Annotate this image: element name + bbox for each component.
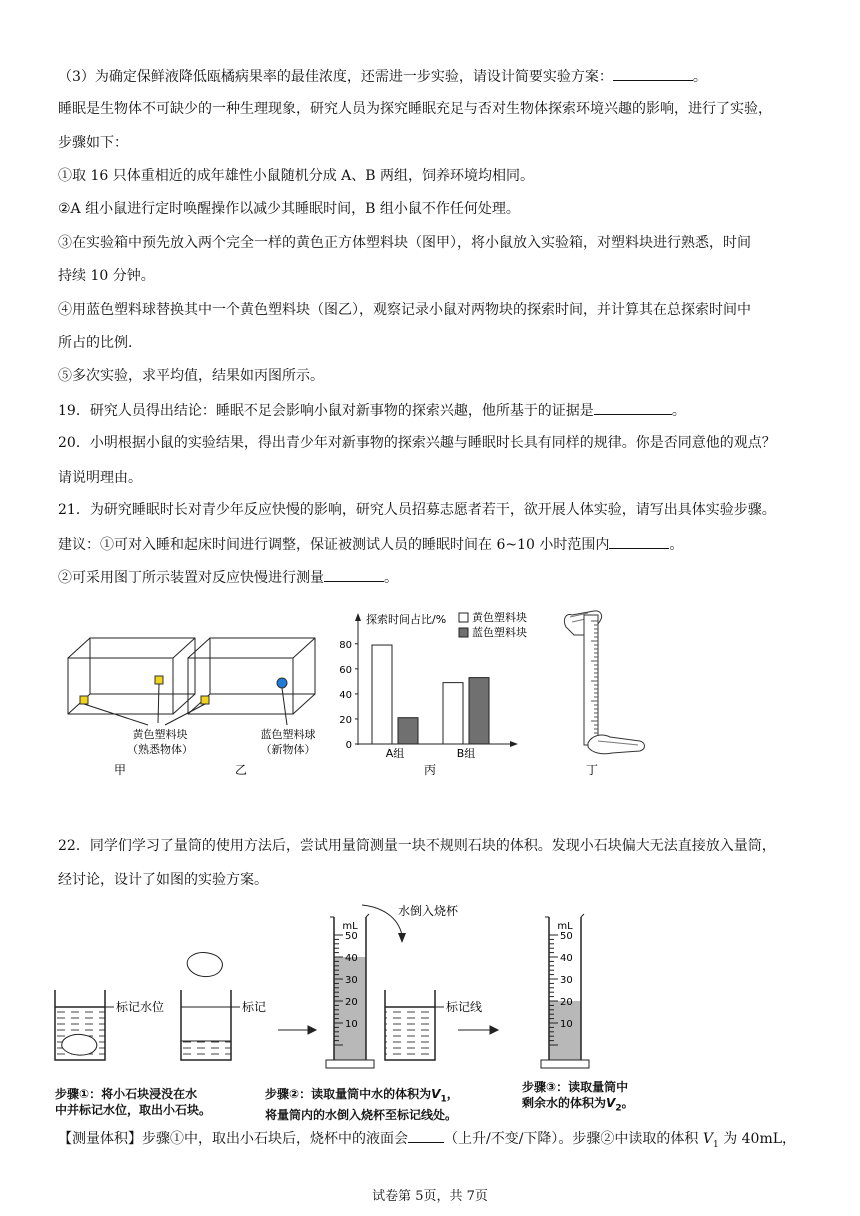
label-mark-level: 标记水位 [116, 1000, 165, 1014]
y-axis-arrow [355, 613, 361, 621]
jia-label-1: 黄色塑料块 [132, 728, 188, 741]
cylinder-spout [330, 914, 369, 917]
text-line: 21．为研究睡眠时长对青少年反应快慢的影响，研究人员招募志愿者若干，欲开展人体实验，请写出具体实验步骤。 [58, 502, 776, 518]
text-line: ②可采用图丁所示装置对反应快慢进行测量 。 [58, 567, 398, 588]
text-line: 步骤如下： [58, 135, 128, 151]
text-line: （3）为确定保鲜液降低瓯橘病果率的最佳浓度，还需进一步实验，请设计简要实验方案： 。 [58, 66, 707, 87]
blue-ball-icon [277, 678, 287, 688]
jia-label-2: （熟悉物体） [127, 743, 193, 756]
scale-label: 50 [345, 931, 358, 942]
yi-label-1: 蓝色塑料球 [260, 728, 316, 741]
y-tick-label: 20 [339, 714, 352, 726]
scale-label: 30 [560, 975, 573, 986]
caption-ding: 丁 [585, 763, 599, 777]
cylinder-spout [545, 914, 584, 917]
step1-caption: 步骤①：将小石块浸没在水 中并标记水位，取出小石块。 [55, 1087, 212, 1117]
text-line: 20．小明根据小鼠的实验结果，得出青少年对新事物的探索兴趣与睡眠时长具有同样的规律。你是否同意他的观点？ [58, 435, 776, 451]
legend-label: 蓝色塑料块 [472, 626, 527, 639]
unit-label: mL [342, 921, 358, 932]
stone-icon [62, 1035, 97, 1056]
answer-blank[interactable] [613, 66, 693, 81]
cylinder-2 [541, 914, 589, 1068]
pour-label: 水倒入烧杯 [398, 904, 459, 918]
scale-label: 30 [345, 975, 358, 986]
legend-swatch [459, 628, 468, 637]
scale-label: 40 [345, 953, 358, 964]
text-line: 所占的比例. [58, 335, 133, 351]
scale-label: 10 [345, 1019, 358, 1030]
text-line: 19．研究人员得出结论：睡眠不足会影响小鼠对新事物的探索兴趣，他所基于的证据是 。 [58, 400, 686, 421]
legend-swatch [459, 613, 468, 622]
text-line: 睡眠是生物体不可缺少的一种生理现象，研究人员为探究睡眠充足与否对生物体探索环境兴趣的影响，进行了实验， [58, 101, 772, 117]
step3-caption: 步骤③：读取量筒中 剩余水的体积为$V_2$。 [522, 1080, 634, 1114]
y-tick-label: 80 [339, 639, 352, 651]
text-line: 建议：①可对入睡和起床时间进行调整，保证被测试人员的睡眠时间在 6~10 小时范围内 。 [58, 534, 683, 555]
scale-label: 50 [560, 931, 573, 942]
caption-jia: 甲 [113, 763, 127, 777]
answer-blank[interactable] [594, 400, 672, 415]
scale-label: 10 [560, 1019, 573, 1030]
step2-caption: 步骤②：读取量筒中水的体积为$V_1$， 将量筒内的水倒入烧杯至标记线处。 [265, 1087, 459, 1123]
cylinder-base [541, 1060, 589, 1068]
q22-line-2: 经讨论，设计了如图的实验方案。 [58, 872, 268, 888]
ruler-apparatus [564, 611, 644, 754]
answer-blank[interactable] [609, 534, 669, 549]
y-tick-label: 0 [345, 740, 352, 751]
cylinder-1 [326, 914, 374, 1068]
bar-blue-A组 [398, 718, 418, 744]
x-category-label: A组 [385, 747, 405, 760]
text-line: ②A 组小鼠进行定时唤醒操作以减少其睡眠时间，B 组小鼠不作任何处理。 [58, 201, 520, 217]
answer-blank[interactable] [408, 1128, 444, 1143]
label-mark: 标记 [242, 1000, 267, 1014]
text-line: ①取 16 只体重相近的成年雄性小鼠随机分成 A、B 两组，饲养环境均相同。 [58, 168, 535, 184]
text-line: ⑤多次实验，求平均值，结果如丙图所示。 [58, 368, 324, 384]
yi-label-2: （新物体） [260, 743, 316, 756]
beaker-step3 [385, 990, 482, 1060]
stone-icon [187, 953, 222, 977]
yellow-block-icon [155, 676, 163, 684]
caption-yi: 乙 [234, 763, 248, 777]
beaker-step2 [181, 953, 266, 1060]
legend-label: 黄色塑料块 [472, 611, 527, 624]
text-line: ③在实验箱中预先放入两个完全一样的黄色正方体塑料块（图甲），将小鼠放入实验箱，对塑料块进行熟悉，时间 [58, 235, 751, 251]
cylinder-base [326, 1060, 374, 1068]
scale-label: 20 [560, 997, 573, 1008]
caption-bing: 丙 [423, 763, 437, 777]
y-axis-label: 探索时间占比/% [366, 613, 447, 626]
yellow-block-icon [80, 696, 88, 704]
beaker-step1 [55, 990, 164, 1060]
x-axis-arrow [510, 741, 518, 747]
y-tick-label: 60 [339, 664, 352, 676]
label-mark-line: 标记线 [446, 1000, 483, 1014]
q22-line-1: 22．同学们学习了量筒的使用方法后，尝试用量筒测量一块不规则石块的体积。发现小石块偏大无法直接放入量筒， [58, 838, 776, 854]
measuring-cylinder-figure [0, 895, 860, 1080]
bar-chart [339, 610, 527, 760]
scale-label: 40 [560, 953, 573, 964]
scale-label: 20 [345, 997, 358, 1008]
measure-volume-line: 【测量体积】步骤①中，取出小石块后，烧杯中的液面会 （上升/不变/下降）。步骤②中读取的体积 $V_1$ 为 40mL， [58, 1128, 796, 1155]
y-tick-label: 40 [339, 689, 352, 701]
bar-yellow-B组 [443, 683, 463, 744]
unit-label: mL [557, 921, 573, 932]
text-line: 持续 10 分钟。 [58, 268, 155, 284]
x-category-label: B组 [456, 747, 476, 760]
bar-blue-B组 [469, 678, 489, 744]
text-line: ④用蓝色塑料球替换其中一个黄色塑料块（图乙），观察记录小鼠对两物块的探索时间，并计算其在总探索时间中 [58, 302, 751, 318]
text-line: 请说明理由。 [58, 470, 142, 486]
answer-blank[interactable] [324, 567, 384, 582]
yellow-block-icon [201, 696, 209, 704]
bar-yellow-A组 [372, 645, 392, 744]
page-footer: 试卷第 5页，共 7页 [372, 1189, 488, 1204]
experiment-boxes-figure [0, 605, 860, 815]
